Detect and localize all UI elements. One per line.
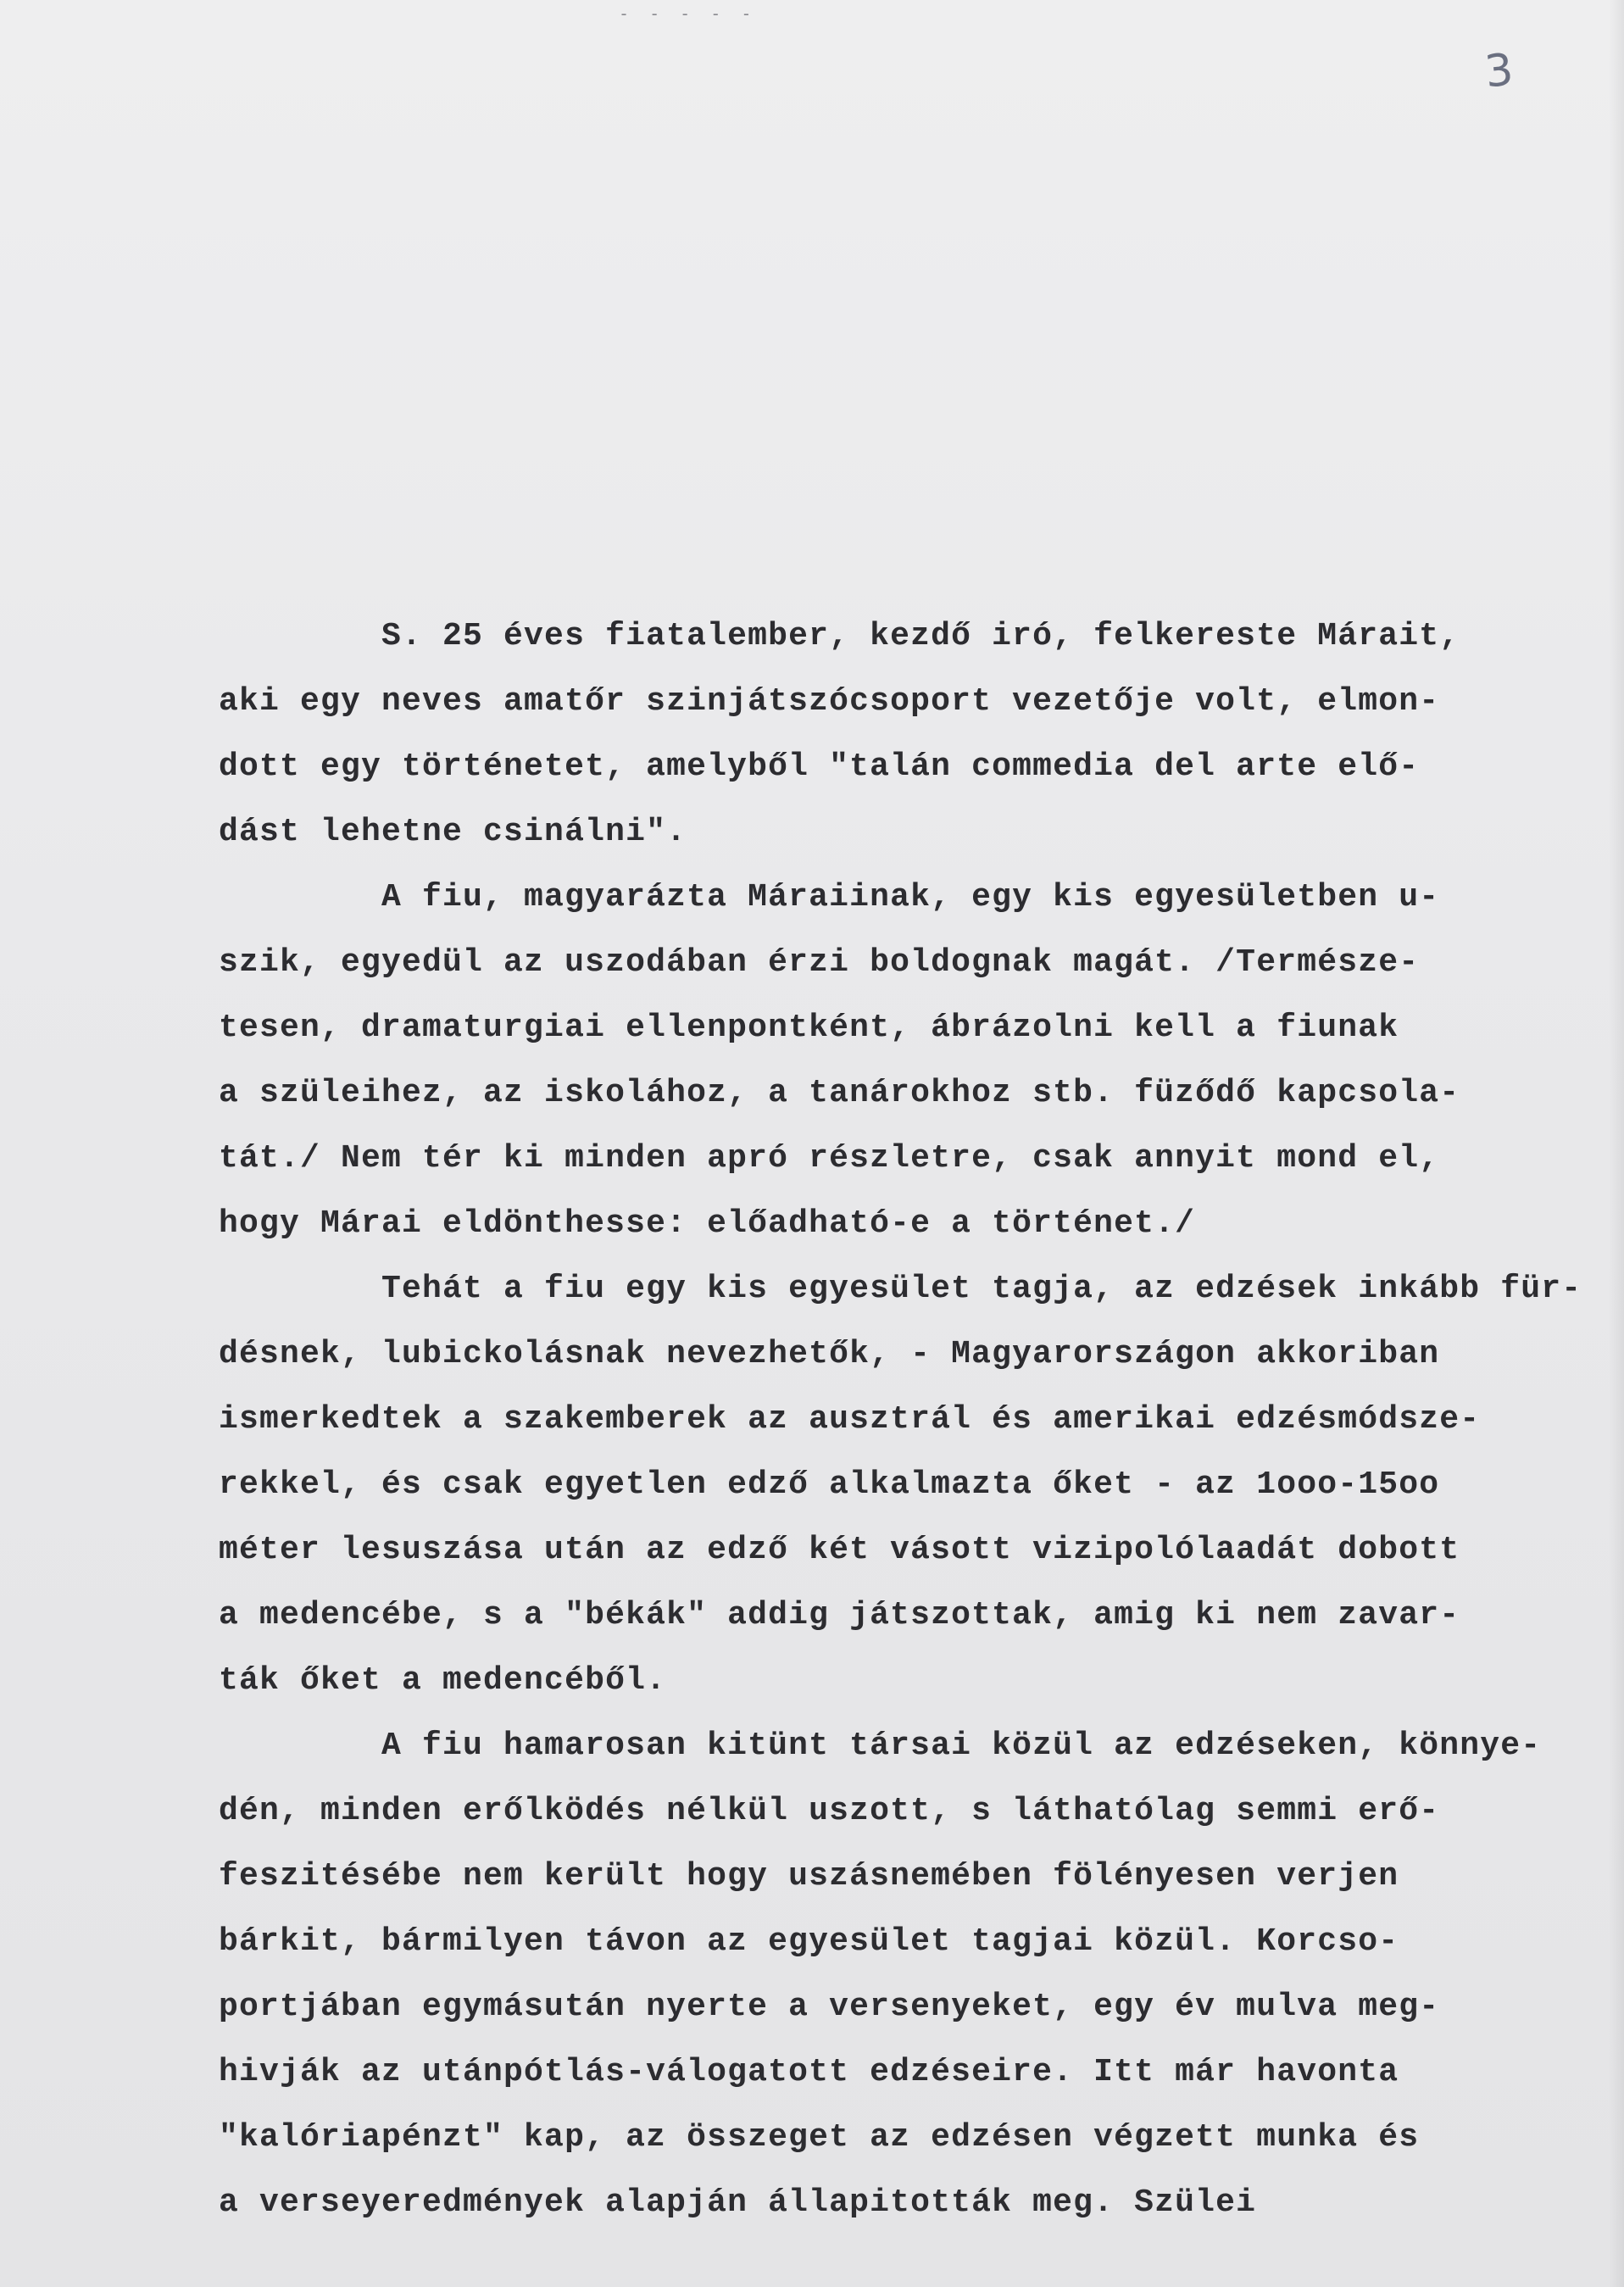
text-line: bárkit, bármilyen távon az egyesület tagjai közül. Korcso- bbox=[219, 1923, 1399, 1960]
text-line: portjában egymásután nyerte a versenyeket, egy év mulva meg- bbox=[219, 1989, 1440, 2025]
text-line: tesen, dramaturgiai ellenpontként, ábrázolni kell a fiunak bbox=[219, 1010, 1399, 1046]
text-line: feszitésébe nem került hogy uszásnemében fölényesen verjen bbox=[219, 1858, 1399, 1895]
paper-edge-shadow bbox=[1609, 0, 1624, 2287]
text-line: désnek, lubickolásnak nevezhetők, - Magyarországon akkoriban bbox=[219, 1336, 1440, 1372]
text-line: dén, minden erőlködés nélkül uszott, s láthatólag semmi erő- bbox=[219, 1793, 1440, 1829]
text-line: méter lesuszása után az edző két vásott vizipolólaadát dobott bbox=[219, 1532, 1460, 1568]
text-line: A fiu hamarosan kitünt társai közül az edzéseken, könnye- bbox=[219, 1728, 1542, 1764]
text-line: a szüleihez, az iskolához, a tanárokhoz stb. füződő kapcsola- bbox=[219, 1075, 1460, 1111]
text-line: ismerkedtek a szakemberek az ausztrál és amerikai edzésmódsze- bbox=[219, 1401, 1481, 1438]
text-line: tát./ Nem tér ki minden apró részletre, csak annyit mond el, bbox=[219, 1140, 1440, 1177]
typed-text-block bbox=[219, 604, 1582, 2235]
text-line: Tehát a fiu egy kis egyesület tagja, az edzések inkább für- bbox=[219, 1271, 1582, 1307]
text-line: hivják az utánpótlás-válogatott edzéseire. Itt már havonta bbox=[219, 2054, 1399, 2090]
text-line: rekkel, és csak egyetlen edző alkalmazta őket - az 1ooo-15oo bbox=[219, 1466, 1440, 1503]
text-line: "kalóriapénzt" kap, az összeget az edzésen végzett munka és bbox=[219, 2119, 1420, 2156]
text-line: ták őket a medencéből. bbox=[219, 1662, 667, 1699]
text-line: szik, egyedül az uszodában érzi boldognak magát. /Természe- bbox=[219, 944, 1420, 981]
top-faint-marks: - - - - - bbox=[619, 3, 757, 24]
text-line: dott egy történetet, amelyből "talán commedia del arte elő- bbox=[219, 748, 1420, 785]
text-line: a verseyeredmények alapján állapitották meg. Szülei bbox=[219, 2184, 1257, 2221]
text-line: aki egy neves amatőr szinjátszócsoport vezetője volt, elmon- bbox=[219, 683, 1440, 720]
text-line: dást lehetne csinálni". bbox=[219, 814, 687, 850]
text-line: a medencébe, s a "békák" addig játszottak, amig ki nem zavar- bbox=[219, 1597, 1460, 1633]
text-line: hogy Márai eldönthesse: előadható-e a történet./ bbox=[219, 1205, 1196, 1242]
text-line: A fiu, magyarázta Máraiinak, egy kis egyesületben u- bbox=[219, 879, 1440, 915]
text-line: S. 25 éves fiatalember, kezdő iró, felkereste Márait, bbox=[219, 618, 1460, 654]
handwritten-page-number: 3 bbox=[1482, 44, 1516, 98]
